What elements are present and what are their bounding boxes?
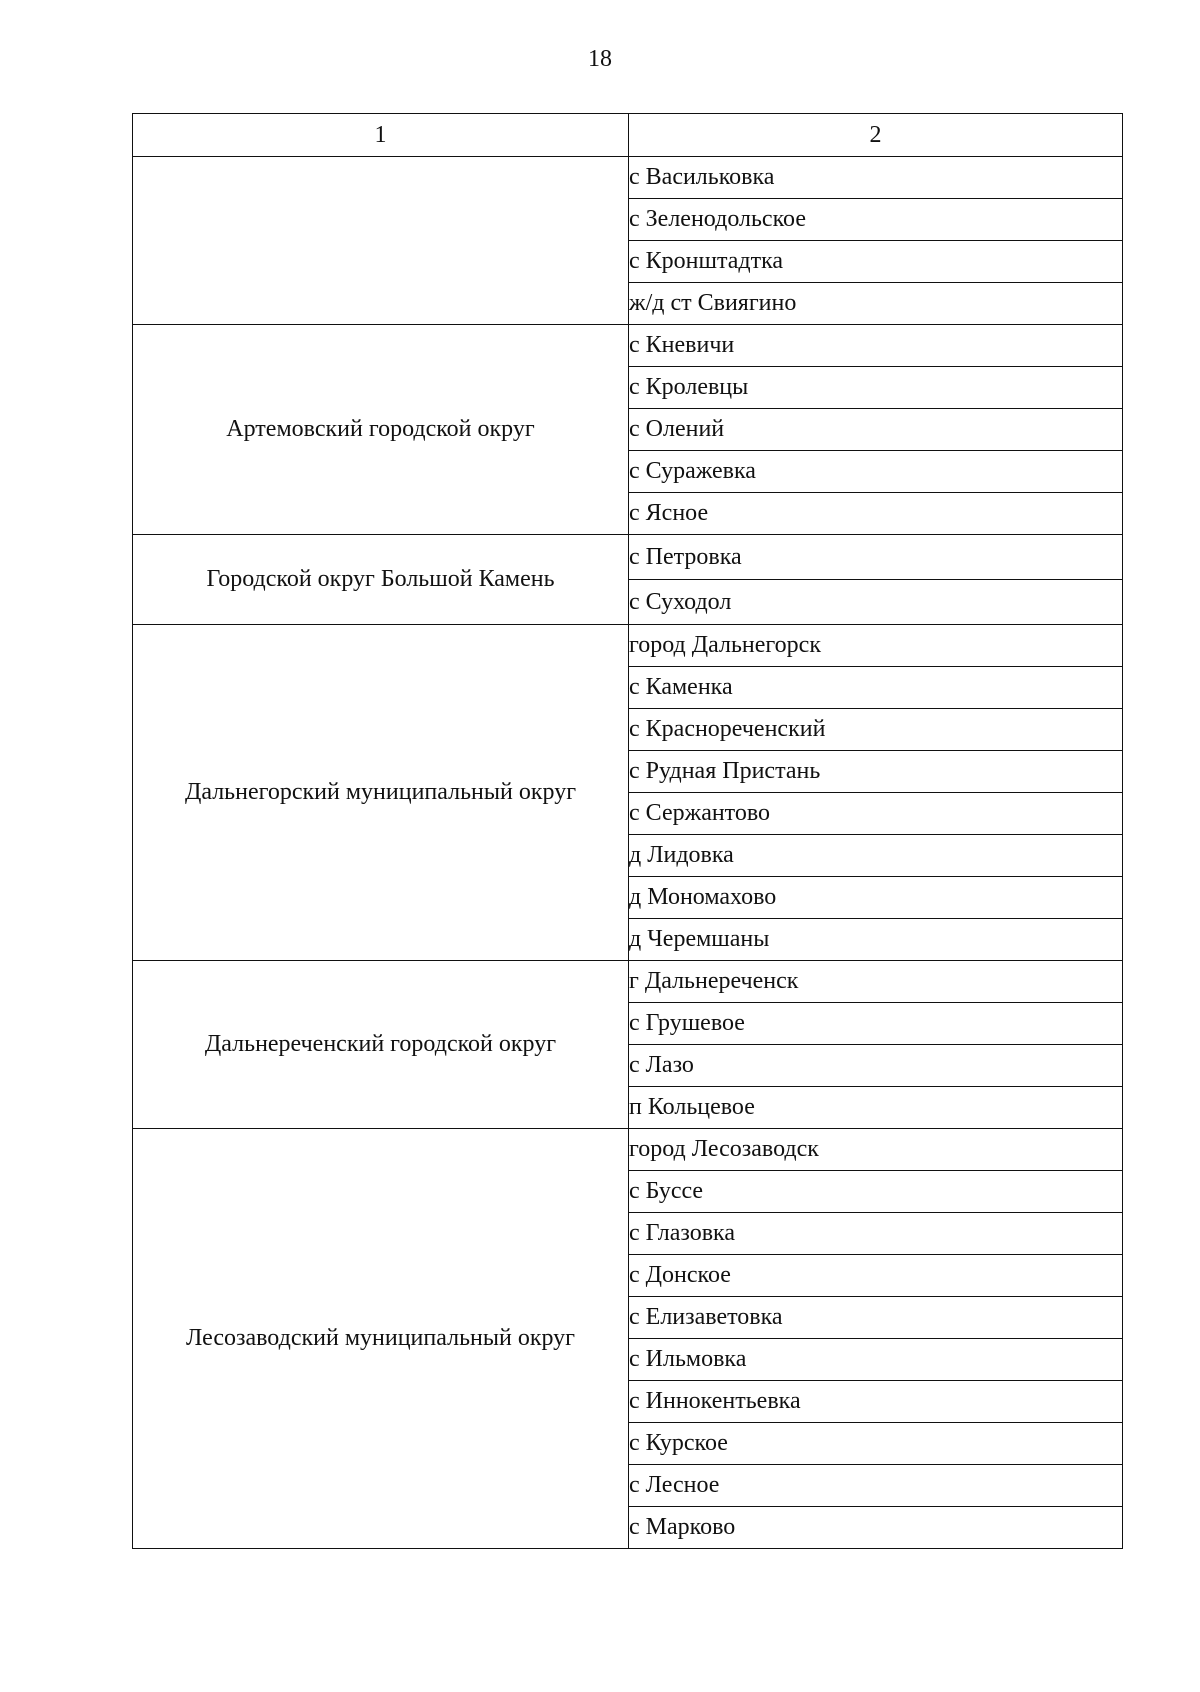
settlement-cell: с Петровка [629,535,1123,580]
settlement-cell: с Суражевка [629,451,1123,493]
column-header-2: 2 [629,114,1123,157]
settlement-cell: город Дальнегорск [629,625,1123,667]
settlement-cell: с Васильковка [629,157,1123,199]
settlement-cell: д Мономахово [629,877,1123,919]
settlement-cell: с Буссе [629,1171,1123,1213]
settlement-cell: с Суходол [629,580,1123,625]
settlement-cell: с Зеленодольское [629,199,1123,241]
settlement-cell: с Грушевое [629,1003,1123,1045]
settlement-cell: с Марково [629,1507,1123,1549]
table-row [133,961,1123,1003]
settlement-cell: д Лидовка [629,835,1123,877]
settlement-cell: с Кневичи [629,325,1123,367]
settlement-cell: с Сержантово [629,793,1123,835]
table-row [133,325,1123,367]
district-cell: Дальнереченский городской округ [133,961,629,1129]
district-cell: Дальнегорский муниципальный округ [133,625,629,961]
settlement-cell: с Глазовка [629,1213,1123,1255]
settlement-cell: г Дальнереченск [629,961,1123,1003]
settlement-cell: с Елизаветовка [629,1297,1123,1339]
settlement-cell: п Кольцевое [629,1087,1123,1129]
table-row [133,535,1123,580]
settlement-cell: ж/д ст Свиягино [629,283,1123,325]
settlement-cell: д Черемшаны [629,919,1123,961]
settlement-cell: город Лесозаводск [629,1129,1123,1171]
settlement-cell: с Каменка [629,667,1123,709]
table-row [133,1129,1123,1171]
settlement-cell: с Лазо [629,1045,1123,1087]
district-cell: Городской округ Большой Камень [133,535,629,625]
settlement-cell: с Рудная Пристань [629,751,1123,793]
table-row [133,625,1123,667]
column-header-1: 1 [133,114,629,157]
settlement-cell: с Донское [629,1255,1123,1297]
settlement-cell: с Кролевцы [629,367,1123,409]
table-row [133,157,1123,199]
district-cell [133,157,629,325]
district-cell: Лесозаводский муниципальный округ [133,1129,629,1549]
settlement-cell: с Краснореченский [629,709,1123,751]
page-number: 18 [588,46,612,72]
district-cell: Артемовский городской округ [133,325,629,535]
settlement-cell: с Лесное [629,1465,1123,1507]
settlement-cell: с Ильмовка [629,1339,1123,1381]
settlement-cell: с Кронштадтка [629,241,1123,283]
settlement-cell: с Олений [629,409,1123,451]
header-row [133,114,1123,157]
settlement-cell: с Ясное [629,493,1123,535]
settlement-cell: с Курское [629,1423,1123,1465]
settlement-cell: с Иннокентьевка [629,1381,1123,1423]
settlements-table [132,113,1123,1549]
